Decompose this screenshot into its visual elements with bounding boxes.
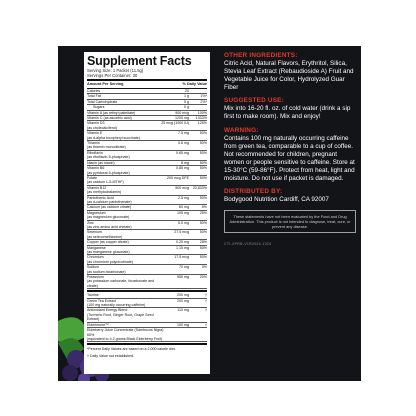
divider-thick (87, 290, 207, 292)
nutrient-name: Sugars (93, 105, 105, 110)
divider-thick (87, 343, 207, 345)
nutrient-daily-value: † (205, 308, 207, 313)
nutrient-name: Copper (as copper citrate) (87, 240, 129, 245)
nutrient-source: (equivalent to 4.2 grams Black Elderberry Fruit) (87, 336, 163, 341)
nutrient-amount: 200 mg (177, 293, 189, 298)
suggested-use-heading: SUGGESTED USE: (224, 97, 284, 105)
nutrient-amount: 8 mg (181, 160, 189, 165)
nutrient-daily-value: 50% (199, 175, 207, 180)
supplement-facts-panel (84, 52, 210, 374)
nutrient-row (87, 176, 207, 186)
servings-per-container: Servings Per Container: 30 (87, 73, 138, 78)
distributed-by-heading: DISTRIBUTED BY: (224, 188, 283, 196)
nutrient-daily-value: † (205, 322, 207, 327)
nutrient-name: Selenium (87, 230, 102, 235)
nutrient-source: (as magnesium gluconate) (87, 215, 130, 220)
fda-notice: These statements have not been evaluated by the Food and Drug Administration. This product is not intended to diagnose, treat, cure, or prevent any disease. (224, 210, 356, 233)
footnote-daily-values: *Percent Daily Values are based on a 2,000 calorie diet. (87, 347, 176, 352)
nutrient-amount: 1.15 mg (176, 245, 189, 250)
facts-title: Supplement Facts (87, 54, 192, 68)
nutrient-name: Folate (87, 175, 97, 180)
nutrient-amount: 5 g (184, 99, 189, 104)
nutrient-amount: 2.5 mg (178, 195, 189, 200)
nutrient-table (87, 89, 207, 289)
nutrient-name: Calcium (as calcium citrate) (87, 205, 132, 210)
nutrient-daily-value: 1%* (200, 94, 207, 99)
nutrient-amount: 0 g (184, 105, 189, 110)
nutrient-row (87, 221, 207, 231)
nutrient-row (87, 186, 207, 196)
nutrient-amount: 500 mcg (175, 185, 189, 190)
nutrient-daily-value: 50% (199, 150, 207, 155)
warning-heading: WARNING: (224, 126, 259, 134)
serving-size: Serving Size: 1 Packet (11.5g) (87, 68, 144, 73)
nutrient-amount: 950 mg (177, 275, 189, 280)
nutrient-row (87, 151, 207, 161)
nutrient-source: (as selenomethionine) (87, 234, 123, 239)
nutrient-source: (100 mg naturally occurring caffeine) (87, 303, 146, 308)
nutrient-name: Vitamin E (87, 131, 103, 136)
nutrient-source: (as methylcobalamin) (87, 190, 122, 195)
nutrient-row (87, 255, 207, 265)
nutrient-daily-value: 50% (199, 245, 207, 250)
nutrient-name: Thiamin (87, 141, 100, 146)
nutrient-amount: 60 mg (179, 205, 189, 210)
nutrient-name: Calories (87, 89, 101, 93)
nutrient-daily-value: 20,833% (192, 185, 207, 190)
nutrient-row (87, 121, 207, 131)
nutrient-source: (as manganese gluconate) (87, 250, 130, 254)
nutrient-name: Vitamin D3 (87, 121, 105, 126)
nutrient-row (87, 275, 207, 289)
other-ingredients-text: Citric Acid, Natural Flavors, Erythritol, Silica, Stevia Leaf Extract (Rebaudioside A) Fruit and Vegetable Juice for Color, Hydrolyzed Guar Fiber (224, 60, 354, 92)
nutrient-daily-value: 100% (197, 110, 207, 115)
nutrient-row (87, 211, 207, 221)
nutrient-amount: 25 mcg (1000 IU) (161, 121, 189, 126)
nutrient-daily-value: 20% (199, 275, 207, 280)
blend-table (87, 293, 207, 342)
header-amount: Amount Per Serving (87, 82, 124, 86)
nutrient-name: Zinc (87, 220, 94, 225)
nutrient-daily-value: 3% (201, 265, 207, 270)
nutrient-amount: 110 mg (177, 308, 189, 313)
nutrient-row (87, 166, 207, 176)
nutrient-name: Manganese (87, 245, 106, 250)
nutrient-daily-value: 50% (199, 160, 207, 165)
nutrient-daily-value: 50% (199, 166, 207, 171)
nutrient-source: (as riboflavin-5-phosphate) (87, 155, 130, 160)
nutrient-name: Pantothenic Acid (87, 195, 114, 200)
nutrient-name: Antioxidant Energy Blend (87, 308, 128, 313)
nutrient-daily-value: 50% (199, 255, 207, 260)
nutrient-amount: 1 g (184, 94, 189, 99)
nutrient-amount: 200 mcg DFE (167, 175, 189, 180)
nutrient-row (87, 131, 207, 141)
nutrient-row (87, 141, 207, 151)
nutrient-amount: 105 mg (177, 210, 189, 215)
nutrient-source: (as d-calcium pantothenate) (87, 199, 132, 204)
nutrient-amount: 100 mg (177, 322, 189, 327)
nutrient-source: (as d-alpha tocopheryl succinate) (87, 135, 140, 140)
nutrient-source: (as pyridoxal-5-phosphate) (87, 170, 130, 175)
nutrient-daily-value: 50% (199, 195, 207, 200)
nutrient-row (87, 308, 207, 322)
nutrient-source: (as calcium L-5-MTHF) (87, 180, 124, 185)
nutrient-name: Elderimune™ (87, 322, 109, 327)
nutrient-row (87, 230, 207, 240)
nutrient-source: (as chromium polynicotinate) (87, 259, 133, 264)
nutrient-name: Vitamin C (as ascorbic acid) (87, 116, 132, 121)
nutrient-daily-value: 2%* (200, 99, 207, 104)
nutrient-source: (as cholecalciferol) (87, 125, 117, 130)
nutrient-row (87, 299, 207, 309)
nutrient-amount: 0.25 mg (176, 240, 189, 245)
nutrient-name: Vitamin B6 (87, 166, 105, 171)
nutrient-daily-value: 28% (199, 240, 207, 245)
nutrient-source: (Turmeric Root, Ginger Root, Grape Seed Extract) (87, 312, 154, 322)
nutrient-name: Sodium (87, 265, 100, 270)
nutrient-amount: 5.5 mg (178, 220, 189, 225)
nutrient-daily-value: 50% (199, 230, 207, 235)
header-daily-value: % Daily Value (182, 82, 207, 86)
nutrient-daily-value: 125% (197, 121, 207, 126)
nutrient-name: Riboflavin (87, 150, 103, 155)
facts-header-row (87, 82, 207, 87)
nutrient-amount: 70 mg (179, 265, 189, 270)
nutrient-daily-value: 25% (199, 210, 207, 215)
nutrient-amount: 27.5 mcg (174, 230, 189, 235)
nutrient-daily-value: 50% (199, 141, 207, 146)
distributed-by-text: Bodygood Nutrition Cardiff, CA 92007 (224, 196, 329, 204)
nutrient-name: Potassium (87, 275, 104, 280)
nutrient-row (87, 328, 207, 342)
nutrient-amount: 0.85 mg (176, 166, 189, 171)
warning-text: Contains 100 mg naturally occurring caffeine from green tea, comparable to a cup of coffee. Not recommended for children, pregnant women or people sensitive to caffeine. Store at 15-30°C (59-86°F). Protect from heat, light and moisture. Do not use if packet is damaged. (224, 134, 355, 183)
nutrient-name: Total Fat (87, 94, 101, 99)
nutrient-daily-value: 50% (199, 131, 207, 136)
nutrient-amount: 900 mcg (175, 110, 189, 115)
nutrient-name: Green Tea Extract (87, 298, 116, 303)
nutrient-source: (as potassium carbonate, bicarbonate and citrate) (87, 279, 155, 288)
divider-thick (87, 79, 207, 81)
footnote-not-established: † Daily Value not established. (87, 353, 135, 358)
nutrient-amount: 7.5 mg (178, 131, 189, 136)
nutrient-name: Vitamin B12 (87, 185, 107, 190)
nutrient-amount: 20 (185, 89, 189, 93)
other-ingredients-heading: OTHER INGREDIENTS: (224, 52, 298, 59)
nutrient-row (87, 246, 207, 256)
nutrient-name: Elderberry Juice Concentrate (Sambucus Nigra) 65% (87, 328, 164, 337)
nutrient-amount: 0.65 mg (176, 150, 189, 155)
nutrient-amount: 1200 mg (175, 116, 189, 121)
nutrient-name: Chromium (87, 255, 104, 260)
nutrient-name: Magnesium (87, 210, 106, 215)
nutrient-amount: 0.6 mg (178, 141, 189, 146)
nutrient-source: (as thiamin mononitrate) (87, 145, 126, 150)
nutrient-source: (as zinc amino acid chelate) (87, 224, 132, 229)
nutrient-row (87, 265, 207, 275)
nutrient-name: Vitamin A (as retinyl palmitate) (87, 110, 136, 115)
nutrient-name: Total Carbohydrate (87, 99, 118, 104)
nutrient-amount: 200 mg (177, 298, 189, 303)
nutrient-name: Niacin (as niacin) (87, 160, 115, 165)
suggested-use-text: Mix into 16-20 fl. oz. of cold water (drink a sip first to make room). Mix and enjoy! (224, 105, 351, 121)
nutrient-daily-value: † (205, 298, 207, 303)
label-text-column (224, 52, 356, 246)
product-code: CTI-XPRB-V1R2024-1324 (224, 242, 272, 247)
nutrient-daily-value: 1333% (195, 116, 207, 121)
nutrient-amount: 17.5 mcg (174, 255, 189, 260)
nutrient-name: Taurine (87, 293, 99, 298)
nutrient-daily-value: † (205, 293, 207, 298)
nutrient-row (87, 196, 207, 206)
nutrient-daily-value: 50% (199, 220, 207, 225)
nutrient-source: (as sodium bicarbonate) (87, 269, 126, 274)
nutrient-daily-value: 5% (201, 205, 207, 210)
